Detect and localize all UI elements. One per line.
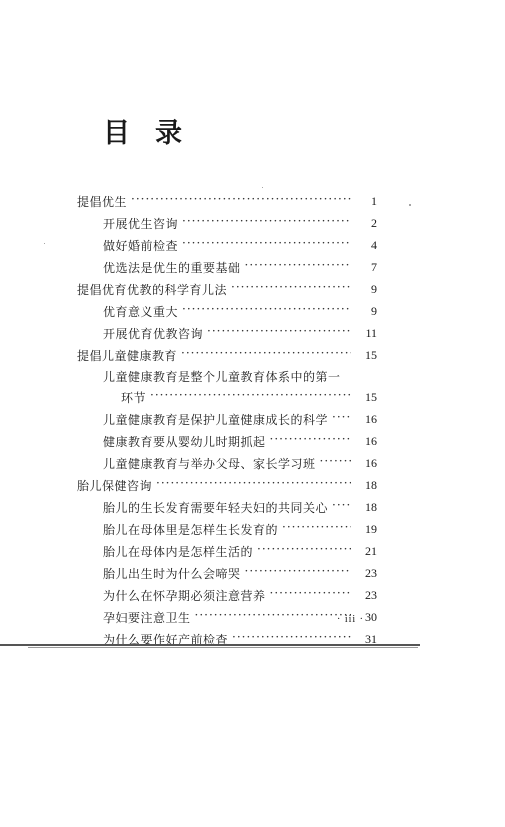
- dot-leader: [332, 413, 351, 425]
- toc-entry-page: 9: [371, 303, 377, 318]
- dot-leader: [270, 589, 351, 601]
- toc-entry-title: 开展优生咨询: [103, 216, 179, 231]
- toc-entry[interactable]: [77, 540, 377, 562]
- toc-entry-title: 开展优育优教咨询: [103, 326, 204, 341]
- page-title: [103, 112, 182, 148]
- toc-entry-title: 优育意义重大: [103, 304, 179, 319]
- toc-entry[interactable]: [77, 408, 377, 430]
- scan-speck: [262, 187, 263, 188]
- toc-entry[interactable]: [77, 562, 377, 584]
- bottom-rule: [0, 644, 420, 646]
- toc-entry-page: 15: [365, 347, 377, 362]
- dot-leader: [245, 261, 351, 273]
- toc-entry[interactable]: [77, 212, 377, 234]
- toc-entry-title: 儿童健康教育是保护儿童健康成长的科学: [103, 412, 329, 427]
- toc-entry-title: 环节: [121, 390, 147, 405]
- toc-entry-page: 30: [365, 609, 377, 624]
- toc-entry-title: 儿童健康教育与举办父母、家长学习班: [103, 456, 316, 471]
- toc-entry-page: 23: [365, 587, 377, 602]
- dot-leader: [270, 435, 351, 447]
- toc-entry[interactable]: [77, 496, 377, 518]
- toc-entry-page: 11: [365, 325, 377, 340]
- dot-leader: [257, 545, 351, 557]
- dot-leader: [181, 349, 351, 361]
- toc-entry-title: 为什么要作好产前检查: [103, 632, 229, 647]
- toc-entry-title: 儿童健康教育是整个儿童教育体系中的第一: [103, 369, 341, 384]
- toc-entry-title: 提倡儿童健康教育: [77, 348, 178, 363]
- dot-leader: [282, 523, 351, 535]
- table-of-contents: [77, 190, 377, 650]
- toc-entry[interactable]: [77, 474, 377, 496]
- dot-leader: [320, 457, 351, 469]
- toc-entry-page: 1: [371, 193, 377, 208]
- page-number: · iii ·: [337, 614, 364, 625]
- toc-entry-title: 胎儿保健咨询: [77, 478, 153, 493]
- scan-speck: [44, 243, 45, 244]
- toc-entry-title: 提倡优生: [77, 194, 128, 209]
- toc-entry[interactable]: [77, 584, 377, 606]
- dot-leader: [182, 239, 351, 251]
- toc-entry[interactable]: [77, 256, 377, 278]
- scan-speck: [409, 204, 411, 206]
- toc-entry[interactable]: [77, 322, 377, 344]
- title-char-1: 目: [103, 117, 130, 149]
- toc-entry-title: 健康教育要从婴幼儿时期抓起: [103, 434, 266, 449]
- dot-leader: [207, 327, 351, 339]
- toc-entry[interactable]: [77, 190, 377, 212]
- toc-entry[interactable]: [77, 452, 377, 474]
- toc-entry-title: 为什么在怀孕期必须注意营养: [103, 588, 266, 603]
- toc-entry-page: 23: [365, 565, 377, 580]
- toc-entry-title: 胎儿在母体内是怎样生活的: [103, 544, 254, 559]
- toc-entry[interactable]: [77, 606, 377, 628]
- dot-leader: [156, 479, 351, 491]
- title-char-2: 录: [155, 117, 182, 149]
- toc-entry-page: 2: [371, 215, 377, 230]
- bottom-rule-secondary: [28, 647, 418, 648]
- toc-entry-title: 胎儿出生时为什么会啼哭: [103, 566, 241, 581]
- toc-entry-title: 做好婚前检查: [103, 238, 179, 253]
- toc-entry-page: 31: [365, 631, 377, 646]
- toc-entry[interactable]: [77, 518, 377, 540]
- toc-entry[interactable]: [77, 344, 377, 366]
- toc-entry-title: 胎儿在母体里是怎样生长发育的: [103, 522, 279, 537]
- toc-entry-title: 胎儿的生长发育需要年轻夫妇的共同关心: [103, 500, 329, 515]
- toc-entry-title: 孕妇要注意卫生: [103, 610, 191, 625]
- toc-entry-page: 16: [365, 433, 377, 448]
- dot-leader: [182, 305, 351, 317]
- toc-entry-page: 19: [365, 521, 377, 536]
- toc-entry-page: 9: [371, 281, 377, 296]
- toc-entry-title: 优选法是优生的重要基础: [103, 260, 241, 275]
- dot-leader: [245, 567, 351, 579]
- toc-entry-page: 15: [365, 389, 377, 404]
- toc-entry[interactable]: [77, 430, 377, 452]
- toc-entry[interactable]: [77, 234, 377, 256]
- toc-entry-page: 16: [365, 455, 377, 470]
- toc-entry-page: 16: [365, 411, 377, 426]
- dot-leader: [131, 195, 351, 207]
- dot-leader: [182, 217, 351, 229]
- dot-leader: [231, 283, 351, 295]
- toc-entry-page: 18: [365, 499, 377, 514]
- dot-leader: [195, 611, 351, 623]
- toc-entry-page: 4: [371, 237, 377, 252]
- toc-entry-page: 18: [365, 477, 377, 492]
- toc-entry[interactable]: [77, 366, 377, 386]
- toc-entry-page: 21: [365, 543, 377, 558]
- toc-entry-page: 7: [371, 259, 377, 274]
- toc-entry-title: 提倡优育优教的科学育儿法: [77, 282, 228, 297]
- toc-entry[interactable]: [77, 278, 377, 300]
- toc-entry[interactable]: [77, 386, 377, 408]
- dot-leader: [332, 501, 351, 513]
- toc-entry[interactable]: [77, 300, 377, 322]
- dot-leader: [150, 391, 351, 403]
